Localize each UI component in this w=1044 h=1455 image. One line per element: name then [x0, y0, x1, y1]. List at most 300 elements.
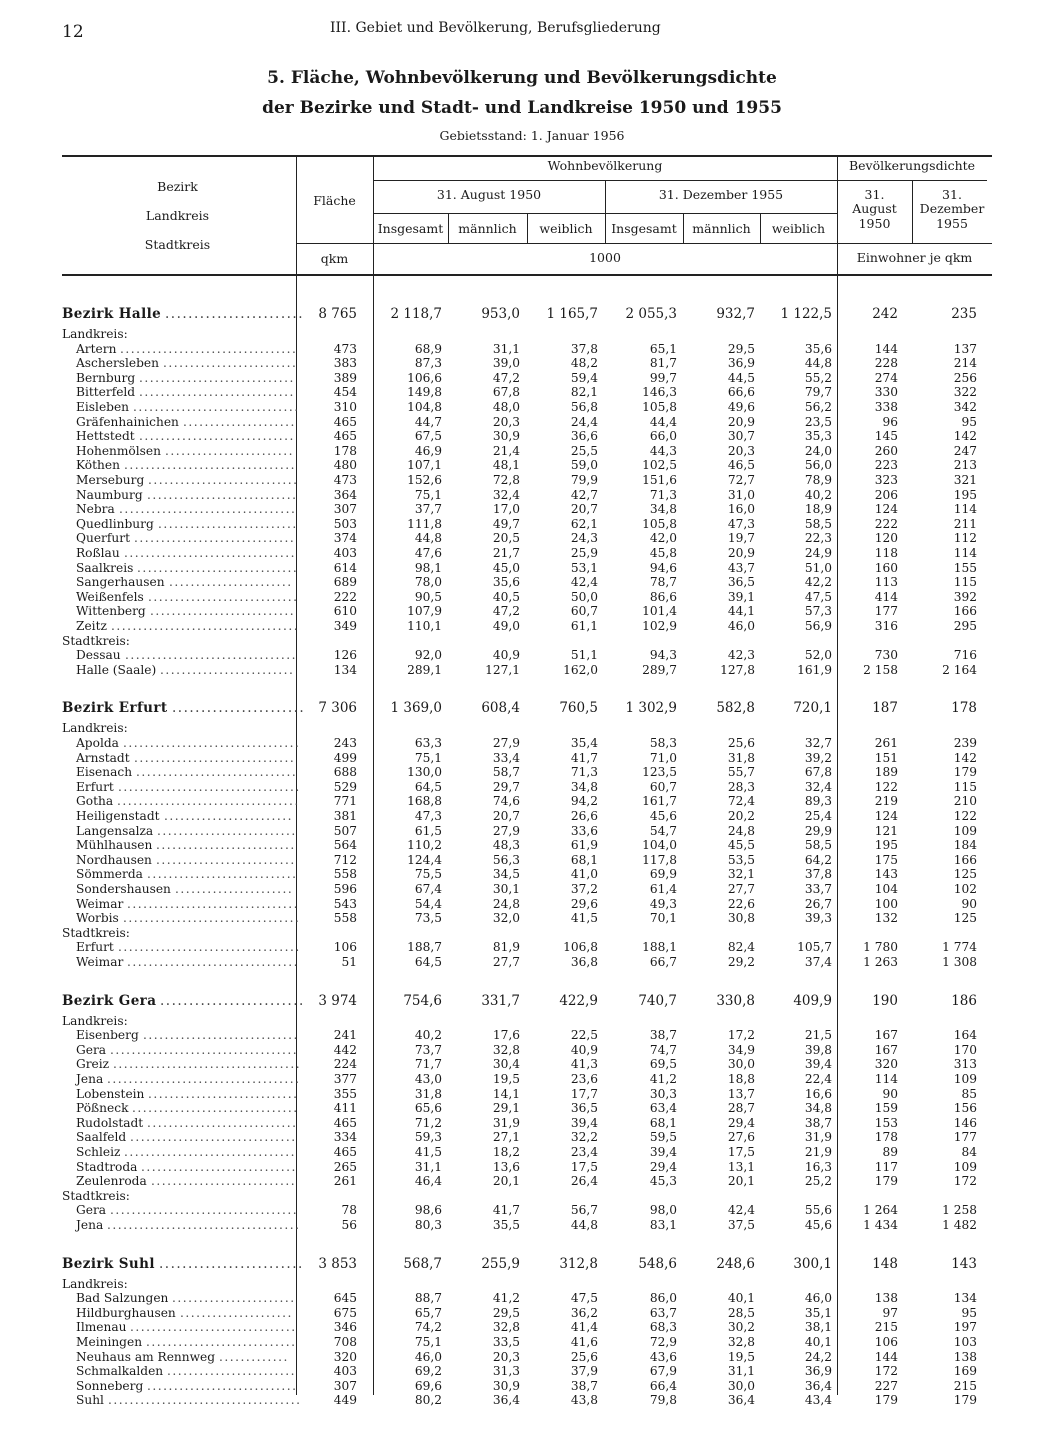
leader-dots: ...................................	[110, 1042, 299, 1057]
cell-col-2: 124,4	[407, 852, 442, 867]
cell-col-5: 101,4	[642, 604, 677, 619]
cell-col-6: 13,7	[727, 1086, 755, 1101]
table-row	[62, 1379, 992, 1394]
header-dichte-1955-day: 31.	[942, 187, 962, 202]
table-row	[62, 561, 992, 576]
cell-col-6: 127,8	[720, 662, 755, 677]
cell-col-1: 265	[333, 1159, 357, 1174]
cell-col-2: 63,3	[414, 736, 442, 750]
leader-dots: ............................	[148, 1086, 299, 1101]
cell-col-2: 44,7	[414, 414, 442, 429]
cell-col-4: 36,5	[570, 1101, 598, 1116]
cell-col-2: 74,2	[414, 1320, 442, 1335]
cell-col-4: 42,4	[570, 575, 598, 590]
cell-col-7: 1 122,5	[780, 306, 832, 322]
cell-col-7: 58,5	[804, 516, 832, 531]
cell-col-3: 40,9	[492, 648, 520, 663]
cell-col-3: 45,0	[492, 560, 520, 575]
cell-col-6: 30,8	[727, 911, 755, 926]
cell-col-7: 52,0	[804, 648, 832, 663]
cell-col-6: 22,6	[727, 896, 755, 911]
leader-dots: .......................	[172, 1291, 296, 1306]
cell-col-8: 113	[874, 575, 898, 590]
cell-col-1: 377	[333, 1072, 357, 1086]
table-row	[62, 663, 992, 678]
cell-col-8: 206	[874, 487, 898, 502]
table-row	[62, 342, 992, 357]
cell-col-7: 33,7	[804, 882, 832, 896]
cell-col-1: 310	[333, 400, 357, 414]
row-name: Köthen	[76, 458, 120, 473]
cell-col-9: 125	[953, 867, 977, 882]
cell-col-9: 1 482	[942, 1218, 977, 1232]
leader-dots: ..................................	[118, 779, 301, 794]
cell-col-9: 166	[953, 604, 977, 619]
cell-col-2: 754,6	[403, 992, 442, 1009]
row-name: Bezirk Halle	[62, 306, 162, 322]
row-name: Nebra	[76, 502, 115, 517]
header-flaeche: Fläche	[313, 193, 356, 208]
header-insgesamt-1950: Insgesamt	[377, 221, 444, 236]
cell-col-1: 558	[333, 867, 357, 882]
cell-col-4: 106,8	[563, 940, 598, 955]
row-name: Jena	[76, 1072, 104, 1086]
cell-col-3: 34,5	[492, 867, 520, 882]
cell-col-4: 37,2	[570, 882, 598, 896]
row-name: Gera	[76, 1203, 107, 1218]
cell-col-2: 47,3	[414, 809, 442, 823]
cell-col-5: 29,4	[649, 1159, 677, 1174]
cell-col-9: 115	[953, 575, 977, 590]
cell-col-5: 44,3	[649, 443, 677, 458]
cell-col-4: 59,4	[570, 370, 598, 385]
cell-col-6: 25,6	[727, 736, 755, 750]
cell-col-4: 60,7	[570, 604, 598, 619]
cell-col-9: 195	[953, 487, 977, 502]
row-name: Saalkreis	[76, 560, 134, 575]
header-unit-einwohner: Einwohner je qkm	[856, 250, 973, 265]
cell-col-6: 28,5	[727, 1305, 755, 1320]
cell-col-3: 30,1	[492, 882, 520, 896]
cell-col-9: 114	[953, 546, 977, 560]
cell-col-7: 38,1	[804, 1320, 832, 1335]
header-bevoelkerungsdichte: Bevölkerungsdichte	[848, 158, 976, 173]
cell-col-6: 30,0	[727, 1057, 755, 1072]
cell-col-2: 568,7	[403, 1255, 442, 1272]
kreis-type-label	[62, 327, 992, 342]
cell-col-7: 35,3	[804, 429, 832, 444]
cell-col-9: 109	[953, 1072, 977, 1086]
cell-col-4: 20,7	[570, 502, 598, 517]
cell-col-3: 608,4	[481, 700, 520, 717]
cell-col-4: 56,8	[570, 400, 598, 414]
table-row	[62, 415, 992, 430]
cell-col-6: 55,7	[727, 765, 755, 780]
row-name: Dessau	[76, 648, 121, 663]
leader-dots: ........................	[165, 306, 304, 322]
cell-col-1: 403	[333, 546, 357, 560]
cell-col-5: 94,6	[649, 560, 677, 575]
leader-dots: .........................	[160, 992, 305, 1009]
cell-col-9: 177	[953, 1130, 977, 1145]
cell-col-1: 688	[333, 765, 357, 780]
table-row	[62, 1203, 992, 1218]
cell-col-2: 149,8	[407, 385, 442, 400]
cell-col-9: 134	[953, 1291, 977, 1306]
table-row	[62, 867, 992, 882]
cell-col-3: 58,7	[492, 765, 520, 780]
cell-col-8: 151	[874, 750, 898, 765]
cell-col-4: 312,8	[559, 1255, 598, 1272]
cell-col-5: 289,7	[642, 662, 677, 677]
cell-col-9: 95	[961, 414, 977, 429]
cell-col-1: 178	[333, 443, 357, 458]
table-subtitle: Gebietsstand: 1. Januar 1956	[439, 128, 625, 143]
table-row	[62, 1145, 992, 1160]
table-row	[62, 838, 992, 853]
cell-col-7: 36,4	[804, 1378, 832, 1393]
cell-col-2: 98,6	[414, 1203, 442, 1218]
cell-col-7: 56,2	[804, 400, 832, 414]
leader-dots: ............................	[147, 867, 298, 882]
cell-col-1: 558	[333, 911, 357, 926]
cell-col-2: 46,0	[414, 1349, 442, 1364]
cell-col-3: 29,7	[492, 779, 520, 794]
cell-col-8: 1 434	[863, 1218, 898, 1232]
cell-col-4: 25,5	[570, 443, 598, 458]
header-dichte-1950-year: 1950	[858, 215, 891, 231]
header-weiblich-1950: weiblich	[539, 221, 593, 236]
cell-col-5: 61,4	[649, 882, 677, 896]
cell-col-1: 307	[333, 502, 357, 517]
cell-col-6: 20,1	[727, 1174, 755, 1189]
cell-col-8: 177	[874, 604, 898, 619]
leader-dots: ...............................	[130, 1130, 297, 1145]
cell-col-9: 321	[953, 473, 977, 487]
cell-col-5: 161,7	[642, 794, 677, 809]
cell-col-6: 44,1	[727, 604, 755, 619]
cell-col-9: 169	[953, 1364, 977, 1379]
cell-col-3: 49,7	[492, 516, 520, 531]
cell-col-2: 289,1	[407, 662, 442, 677]
table-row	[62, 473, 992, 488]
leader-dots: .......................	[169, 575, 293, 590]
leader-dots: .....................	[180, 1305, 293, 1320]
cell-col-4: 41,5	[570, 911, 598, 926]
cell-col-5: 146,3	[642, 385, 677, 400]
cell-col-2: 67,5	[414, 429, 442, 444]
cell-col-9: 155	[953, 560, 977, 575]
cell-col-8: 120	[874, 531, 898, 546]
cell-col-2: 111,8	[407, 516, 442, 531]
leader-dots: ..............................	[134, 531, 296, 546]
table-row	[62, 648, 992, 663]
cell-col-8: 143	[874, 867, 898, 882]
cell-col-2: 1 369,0	[390, 700, 442, 717]
cell-col-9: 137	[953, 341, 977, 356]
cell-col-4: 68,1	[570, 852, 598, 867]
cell-col-5: 123,5	[642, 765, 677, 780]
cell-col-4: 23,6	[570, 1072, 598, 1086]
cell-col-9: 235	[951, 306, 977, 322]
cell-col-3: 41,7	[492, 1203, 520, 1218]
cell-col-4: 53,1	[570, 560, 598, 575]
row-name: Wittenberg	[76, 604, 146, 619]
header-dichte-1955-month: Dezember	[919, 201, 985, 217]
cell-col-7: 21,9	[804, 1145, 832, 1159]
cell-col-5: 104,0	[642, 838, 677, 853]
row-name: Zeitz	[76, 619, 107, 633]
cell-col-1: 126	[333, 648, 357, 663]
row-name: Bezirk Gera	[62, 992, 157, 1009]
cell-col-6: 29,5	[727, 341, 755, 356]
cell-col-1: 675	[333, 1305, 357, 1320]
cell-col-5: 117,8	[642, 852, 677, 867]
cell-col-5: 65,1	[649, 341, 677, 356]
table-row	[62, 1174, 992, 1189]
cell-col-4: 71,3	[570, 765, 598, 780]
cell-col-8: 189	[874, 765, 898, 780]
cell-col-2: 88,7	[414, 1291, 442, 1306]
table-row	[62, 590, 992, 605]
cell-col-6: 20,2	[727, 809, 755, 823]
cell-col-7: 32,7	[804, 736, 832, 750]
cell-col-5: 60,7	[649, 779, 677, 794]
kreis-type-label	[62, 634, 992, 649]
cell-col-2: 110,2	[407, 838, 442, 853]
header-unit-1000: 1000	[589, 250, 621, 265]
cell-col-6: 36,9	[727, 356, 755, 371]
cell-col-3: 331,7	[481, 992, 520, 1009]
cell-col-6: 43,7	[727, 560, 755, 575]
row-name: Bad Salzungen	[76, 1291, 169, 1306]
leader-dots: .........................	[160, 662, 295, 677]
cell-col-3: 27,7	[492, 955, 520, 969]
cell-col-3: 48,1	[492, 458, 520, 473]
leader-dots: .......................	[172, 700, 306, 717]
cell-col-7: 55,2	[804, 370, 832, 385]
row-name: Landkreis:	[62, 1276, 128, 1291]
cell-col-2: 65,7	[414, 1305, 442, 1320]
row-name: Erfurt	[76, 779, 114, 794]
cell-col-5: 63,4	[649, 1101, 677, 1116]
cell-col-4: 41,3	[570, 1057, 598, 1072]
cell-col-5: 105,8	[642, 400, 677, 414]
table-row	[62, 824, 992, 839]
cell-col-2: 75,5	[414, 867, 442, 882]
cell-col-4: 44,8	[570, 1218, 598, 1232]
row-name: Stadtroda	[76, 1159, 138, 1174]
cell-col-8: 320	[874, 1057, 898, 1072]
row-name: Weimar	[76, 896, 124, 911]
cell-col-9: 186	[951, 992, 977, 1009]
cell-col-8: 215	[874, 1320, 898, 1335]
cell-col-4: 29,6	[570, 896, 598, 911]
cell-col-8: 330	[874, 385, 898, 400]
cell-col-6: 44,5	[727, 370, 755, 385]
table-row	[62, 1087, 992, 1102]
cell-col-6: 40,1	[727, 1291, 755, 1306]
table-row	[62, 444, 992, 459]
row-name: Eisleben	[76, 400, 130, 414]
cell-col-8: 124	[874, 809, 898, 823]
cell-col-3: 31,9	[492, 1115, 520, 1130]
row-name: Artern	[76, 341, 117, 356]
cell-col-5: 59,5	[649, 1130, 677, 1145]
cell-col-9: 184	[953, 838, 977, 853]
cell-col-7: 39,4	[804, 1057, 832, 1072]
cell-col-6: 72,4	[727, 794, 755, 809]
cell-col-2: 75,1	[414, 750, 442, 765]
leader-dots: ................................	[124, 1145, 296, 1159]
leader-dots: ..............................	[136, 765, 298, 780]
cell-col-7: 39,3	[804, 911, 832, 926]
cell-col-5: 105,8	[642, 516, 677, 531]
table-row	[62, 765, 992, 780]
cell-col-8: 2 158	[863, 662, 898, 677]
cell-col-7: 38,7	[804, 1115, 832, 1130]
cell-col-8: 242	[872, 306, 898, 322]
cell-col-7: 25,4	[804, 809, 832, 823]
cell-col-9: 179	[953, 765, 977, 780]
cell-col-9: 122	[953, 809, 977, 823]
cell-col-8: 144	[874, 1349, 898, 1364]
table-row	[62, 911, 992, 926]
cell-col-9: 179	[953, 1393, 977, 1408]
cell-col-8: 228	[874, 356, 898, 371]
cell-col-3: 24,8	[492, 896, 520, 911]
cell-col-1: 614	[333, 560, 357, 575]
cell-col-8: 1 263	[863, 955, 898, 969]
table-row	[62, 1320, 992, 1335]
cell-col-6: 17,5	[727, 1145, 755, 1159]
cell-col-9: 213	[953, 458, 977, 473]
cell-col-8: 172	[874, 1364, 898, 1379]
cell-col-9: 295	[953, 619, 977, 633]
cell-col-3: 47,2	[492, 604, 520, 619]
leader-dots: ...............................	[133, 400, 300, 414]
cell-col-6: 36,4	[727, 1393, 755, 1408]
row-name: Sondershausen	[76, 882, 171, 896]
cell-col-6: 49,6	[727, 400, 755, 414]
row-name: Schmalkalden	[76, 1364, 164, 1379]
cell-col-1: 465	[333, 1115, 357, 1130]
cell-col-8: 117	[874, 1159, 898, 1174]
cell-col-5: 86,0	[649, 1291, 677, 1306]
cell-col-6: 13,1	[727, 1159, 755, 1174]
leader-dots: ................................	[127, 896, 299, 911]
table-row	[62, 546, 992, 561]
cell-col-1: 480	[333, 458, 357, 473]
cell-col-9: 247	[953, 443, 977, 458]
cell-col-4: 61,9	[570, 838, 598, 853]
cell-col-1: 454	[333, 385, 357, 400]
cell-col-3: 35,5	[492, 1218, 520, 1232]
row-name: Stadtkreis:	[62, 925, 130, 940]
leader-dots: ........................	[164, 809, 293, 823]
cell-col-4: 51,1	[570, 648, 598, 663]
cell-col-7: 29,9	[804, 823, 832, 838]
leader-dots: .................................	[120, 341, 298, 356]
cell-col-5: 68,1	[649, 1115, 677, 1130]
cell-col-5: 42,0	[649, 531, 677, 546]
cell-col-8: 145	[874, 429, 898, 444]
cell-col-5: 45,3	[649, 1174, 677, 1189]
header-bottom-rule	[62, 274, 992, 276]
cell-col-8: 178	[874, 1130, 898, 1145]
row-name: Jena	[76, 1218, 104, 1232]
cell-col-3: 32,8	[492, 1042, 520, 1057]
header-dichte-1950	[837, 188, 912, 231]
cell-col-8: 122	[874, 779, 898, 794]
bezirk-total-row	[62, 699, 992, 717]
cell-col-8: 261	[874, 736, 898, 750]
table-row	[62, 458, 992, 473]
cell-col-8: 323	[874, 473, 898, 487]
cell-col-4: 1 165,7	[546, 306, 598, 322]
table-row	[62, 385, 992, 400]
cell-col-1: 449	[333, 1393, 357, 1408]
cell-col-1: 106	[333, 940, 357, 955]
cell-col-1: 499	[333, 750, 357, 765]
cell-col-7: 39,2	[804, 750, 832, 765]
cell-col-8: 195	[874, 838, 898, 853]
cell-col-6: 932,7	[716, 306, 755, 322]
cell-col-6: 30,0	[727, 1378, 755, 1393]
row-name: Ilmenau	[76, 1320, 127, 1335]
cell-col-4: 94,2	[570, 794, 598, 809]
leader-dots: ........................	[167, 1364, 296, 1379]
cell-col-6: 32,1	[727, 867, 755, 882]
cell-col-2: 31,1	[414, 1159, 442, 1174]
cell-col-4: 17,5	[570, 1159, 598, 1174]
cell-col-6: 28,3	[727, 779, 755, 794]
cell-col-7: 37,4	[804, 955, 832, 969]
cell-col-7: 57,3	[804, 604, 832, 619]
cell-col-1: 529	[333, 779, 357, 794]
row-name: Hettstedt	[76, 429, 135, 444]
leader-dots: ..........................	[156, 838, 296, 853]
leader-dots: ............................	[146, 1335, 297, 1349]
cell-col-9: 109	[953, 823, 977, 838]
cell-col-8: 1 264	[863, 1203, 898, 1218]
row-name: Hildburghausen	[76, 1305, 176, 1320]
leader-dots: .............................	[141, 1159, 297, 1174]
cell-col-2: 80,3	[414, 1218, 442, 1232]
cell-col-6: 45,5	[727, 838, 755, 853]
cell-col-3: 27,9	[492, 823, 520, 838]
table-row	[62, 1350, 992, 1365]
cell-col-2: 87,3	[414, 356, 442, 371]
header-wohnbevoelkerung: Wohnbevölkerung	[547, 158, 663, 173]
header-top-rule	[62, 155, 992, 157]
cell-col-8: 114	[874, 1072, 898, 1086]
cell-col-4: 25,6	[570, 1349, 598, 1364]
cell-col-6: 72,7	[727, 473, 755, 487]
cell-col-6: 20,9	[727, 546, 755, 560]
cell-col-4: 23,4	[570, 1145, 598, 1159]
cell-col-7: 36,9	[804, 1364, 832, 1379]
cell-col-2: 41,5	[414, 1145, 442, 1159]
cell-col-5: 44,4	[649, 414, 677, 429]
row-name: Landkreis:	[62, 1013, 128, 1028]
leader-dots: ..................................	[117, 794, 300, 809]
cell-col-3: 127,1	[485, 662, 520, 677]
cell-col-8: 118	[874, 546, 898, 560]
cell-col-3: 20,3	[492, 414, 520, 429]
cell-col-9: 1 258	[942, 1203, 977, 1218]
cell-col-3: 32,0	[492, 911, 520, 926]
